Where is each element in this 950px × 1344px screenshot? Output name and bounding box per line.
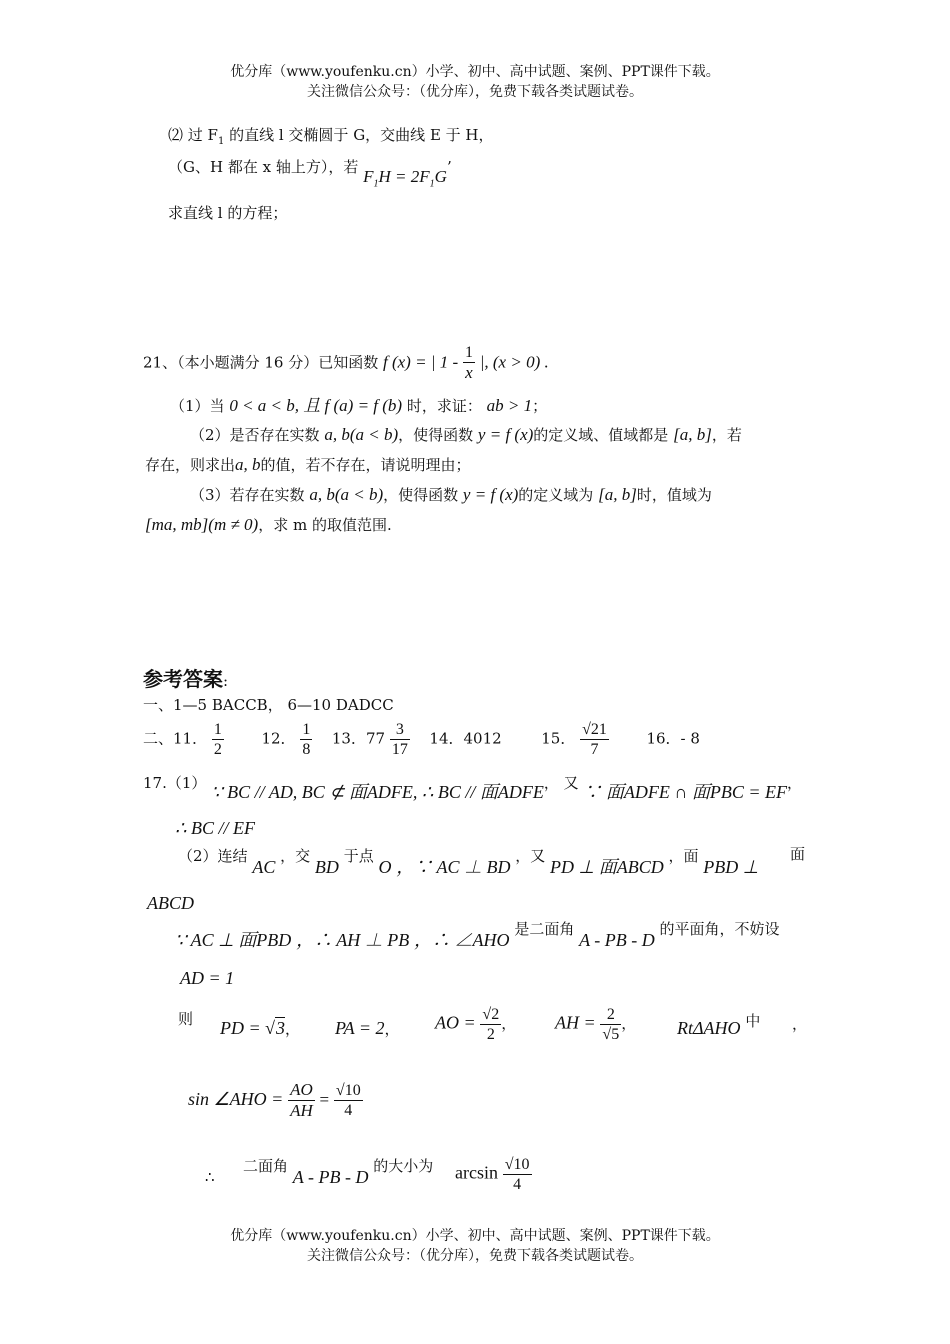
q17-abcd: ABCD — [147, 893, 194, 913]
q21-part2-line1: （2）是否存在实数 a, b(a < b)，使得函数 y = f (x)的定义域、值域都是 [a, b]，若 — [190, 425, 742, 444]
q21-fraction: $\frac{1}{x}$ — [464, 344, 473, 383]
q20-part2-line1: ⑵ 过 $F_1$ 的直线 l 交椭圆于 G，交曲线 E 于 H， — [168, 126, 494, 147]
q21-part3-line2: [ma, mb](m ≠ 0)，求 m 的取值范围. — [145, 515, 392, 534]
q20-vector-equation: $F_1H = 2F_1G$ — [363, 167, 447, 190]
answers-mc: 一、1—5 BACCB， 6—10 DADCC — [143, 696, 394, 714]
q17-ah: AH = $\frac{2}{√5}$ ， — [555, 1006, 637, 1044]
footer-line-1: 优分库（www.youfenku.cn）小学、初中、高中试题、案例、PPT课件下载。 — [230, 1228, 720, 1244]
q20-part2-line3: 求直线 l 的方程； — [168, 204, 288, 222]
header-line-1: 优分库（www.youfenku.cn）小学、初中、高中试题、案例、PPT课件下载。 — [230, 64, 720, 80]
q21-part2-line2: 存在，则求出a, b的值，若不存在，请说明理由； — [145, 455, 471, 474]
q17-rt-comma: ， — [792, 1015, 808, 1033]
answers-fill: 二、11． $\frac{1}{2}$ 12． $\frac{1}{8}$ 13．77 $\frac{3}{17}$ 14．4012 15． $\frac{√21}{7}$ 16．- 8 — [143, 721, 700, 759]
header-line-2: 关注微信公众号：（优分库），免费下载各类试题试卷。 — [307, 84, 643, 100]
q17-part2-mian: 面 — [790, 845, 806, 863]
q20-part2-line2: （G、H 都在 x 轴上方），若 $F_1H = 2F_1G$’ — [168, 158, 452, 190]
q17-arcsin: arcsin $\frac{√10}{4}$ — [455, 1156, 530, 1194]
q17-ao: AO = $\frac{√2}{2}$ ， — [435, 1006, 517, 1044]
q17-part1-line1: 17.（1） ∵ BC // AD, BC ⊄ 面ADFE, ∴ BC // 面ADFE， 又 ∵ 面ADFE ∩ 面PBC = EF， — [143, 774, 803, 802]
q17-pa: PA = 2， — [335, 1018, 400, 1038]
q17-part1-line2: ∴ BC // EF — [175, 818, 255, 838]
q17-pd: PD = √3， — [220, 1018, 301, 1038]
q17-ad: AD = 1 — [180, 968, 235, 988]
q17-part2-line3: ∵ AC ⊥ 面PBD ，∴ AH ⊥ PB ，∴ ∠AHO 是二面角 A - PB - D 的平面角，不妨设 — [175, 920, 780, 950]
q17-rt: RtΔAHO 中 — [677, 1012, 761, 1038]
q17-ze: 则 — [178, 1010, 194, 1028]
q17-therefore: ∴ — [205, 1168, 215, 1186]
answers-title: 参考答案: — [143, 667, 229, 691]
q17-sin: sin ∠AHO = $\frac{AO}{AH}$ = $\frac{√10}{4}$ — [188, 1080, 361, 1121]
q21-part1: （1）当 0 < a < b, 且 f (a) = f (b) 时，求证： ab > 1； — [170, 396, 548, 415]
q17-part2-line1: （2）连结 AC ，交 BD 于点 O ，∵ AC ⊥ BD ，又 PD ⊥ 面ABCD ，面 PBD ⊥ — [178, 847, 759, 877]
footer-line-2: 关注微信公众号：（优分库），免费下载各类试题试卷。 — [307, 1248, 643, 1264]
q21-intro: 21、（本小题满分 16 分）已知函数 f (x) = | 1 - $\frac{1}{x}$ |, (x > 0) . — [143, 344, 549, 383]
q21-part3-line1: （3）若存在实数 a, b(a < b)，使得函数 y = f (x)的定义域为 [a, b]时，值域为 — [190, 485, 712, 504]
q17-conclusion: 二面角 A - PB - D 的大小为 — [243, 1157, 434, 1187]
